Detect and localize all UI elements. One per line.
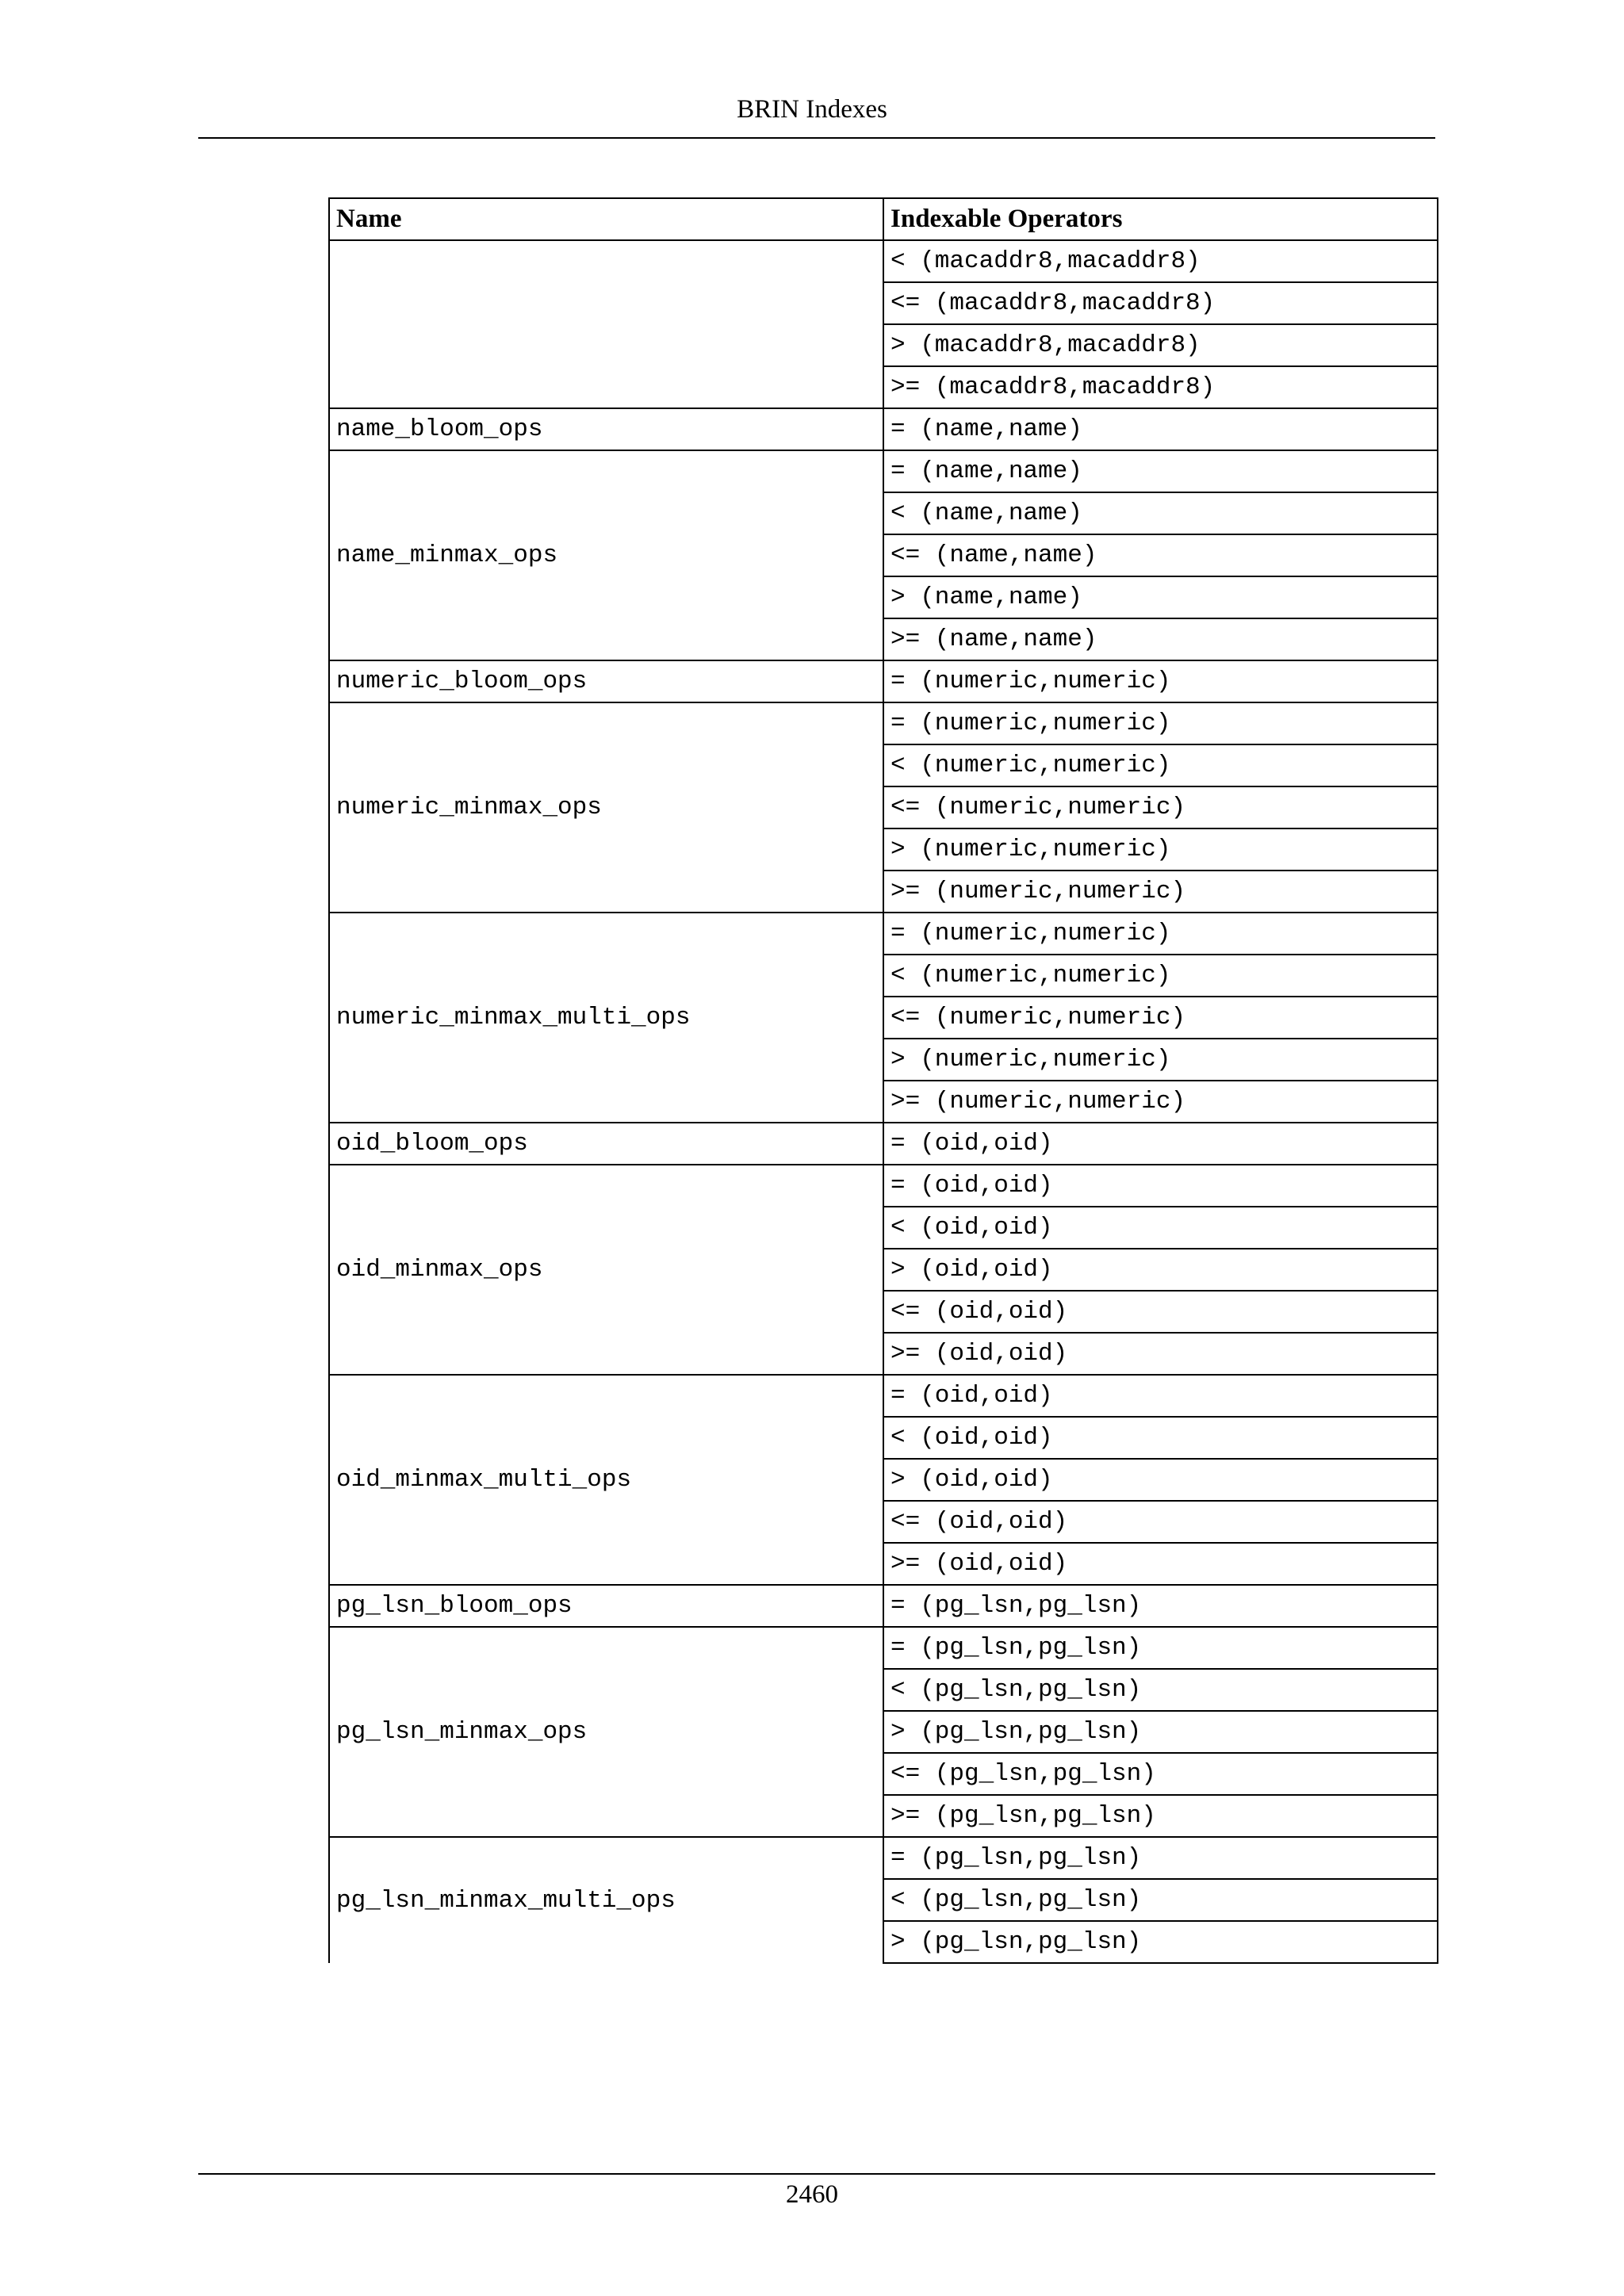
opclass-name-cell: numeric_bloom_ops [329, 660, 883, 702]
indexable-operator-cell: < (pg_lsn,pg_lsn) [883, 1669, 1438, 1711]
indexable-operator-cell: >= (oid,oid) [883, 1543, 1438, 1585]
indexable-operator-cell: <= (pg_lsn,pg_lsn) [883, 1753, 1438, 1795]
table-row [329, 240, 1438, 282]
indexable-operator-cell: <= (oid,oid) [883, 1501, 1438, 1543]
indexable-operator-cell: = (numeric,numeric) [883, 702, 1438, 744]
indexable-operator-cell: <= (name,name) [883, 534, 1438, 576]
opclass-name-cell: name_minmax_ops [329, 450, 883, 660]
table-row [329, 702, 1438, 744]
table-row [329, 660, 1438, 702]
opclass-name-cell: pg_lsn_minmax_ops [329, 1627, 883, 1837]
indexable-operator-cell: >= (numeric,numeric) [883, 871, 1438, 913]
opclass-name-cell: numeric_minmax_multi_ops [329, 913, 883, 1123]
page-header-title: BRIN Indexes [737, 95, 887, 124]
table-row [329, 913, 1438, 955]
indexable-operator-cell: = (oid,oid) [883, 1165, 1438, 1207]
indexable-operator-cell: > (numeric,numeric) [883, 1039, 1438, 1081]
indexable-operator-cell: > (name,name) [883, 576, 1438, 618]
opclass-name-cell: oid_bloom_ops [329, 1123, 883, 1165]
table-row [329, 1627, 1438, 1669]
indexable-operator-cell: = (pg_lsn,pg_lsn) [883, 1837, 1438, 1879]
opclass-name-cell: numeric_minmax_ops [329, 702, 883, 913]
indexable-operator-cell: > (oid,oid) [883, 1459, 1438, 1501]
table-row [329, 1837, 1438, 1879]
indexable-operator-cell: <= (macaddr8,macaddr8) [883, 282, 1438, 324]
indexable-operator-cell: > (oid,oid) [883, 1249, 1438, 1291]
indexable-operator-cell: >= (numeric,numeric) [883, 1081, 1438, 1123]
indexable-operator-cell: = (oid,oid) [883, 1375, 1438, 1417]
indexable-operator-cell: < (oid,oid) [883, 1207, 1438, 1249]
column-header-operators: Indexable Operators [883, 198, 1438, 240]
opclass-name-cell: pg_lsn_bloom_ops [329, 1585, 883, 1627]
indexable-operator-cell: >= (oid,oid) [883, 1333, 1438, 1375]
indexable-operator-cell: < (name,name) [883, 492, 1438, 534]
indexable-operator-cell: <= (oid,oid) [883, 1291, 1438, 1333]
indexable-operator-cell: < (numeric,numeric) [883, 955, 1438, 997]
table-row [329, 1375, 1438, 1417]
page-number: 2460 [786, 2180, 838, 2209]
indexable-operator-cell: >= (pg_lsn,pg_lsn) [883, 1795, 1438, 1837]
table-header [329, 198, 1438, 240]
indexable-operator-cell: >= (macaddr8,macaddr8) [883, 366, 1438, 408]
indexable-operator-cell: = (name,name) [883, 450, 1438, 492]
opclass-name-cell [329, 240, 883, 408]
column-header-name: Name [329, 198, 883, 240]
opclass-name-cell: oid_minmax_multi_ops [329, 1375, 883, 1585]
indexable-operator-cell: = (numeric,numeric) [883, 660, 1438, 702]
table-row [329, 1123, 1438, 1165]
indexable-operator-cell: > (numeric,numeric) [883, 828, 1438, 871]
table-body [329, 240, 1438, 1963]
opclass-name-cell: name_bloom_ops [329, 408, 883, 450]
opclass-name-cell: oid_minmax_ops [329, 1165, 883, 1375]
header-divider [198, 137, 1435, 139]
indexable-operator-cell: = (name,name) [883, 408, 1438, 450]
indexable-operator-cell: < (oid,oid) [883, 1417, 1438, 1459]
footer-divider [198, 2173, 1435, 2175]
table-row [329, 1585, 1438, 1627]
indexable-operator-cell: < (pg_lsn,pg_lsn) [883, 1879, 1438, 1921]
operator-class-table [328, 197, 1438, 1964]
indexable-operator-cell: = (oid,oid) [883, 1123, 1438, 1165]
indexable-operator-cell: = (pg_lsn,pg_lsn) [883, 1627, 1438, 1669]
opclass-name-cell: pg_lsn_minmax_multi_ops [329, 1837, 883, 1963]
indexable-operator-cell: < (macaddr8,macaddr8) [883, 240, 1438, 282]
indexable-operator-cell: < (numeric,numeric) [883, 744, 1438, 786]
table-row [329, 408, 1438, 450]
indexable-operator-cell: <= (numeric,numeric) [883, 786, 1438, 828]
indexable-operator-cell: <= (numeric,numeric) [883, 997, 1438, 1039]
table-row [329, 1165, 1438, 1207]
indexable-operator-cell: = (numeric,numeric) [883, 913, 1438, 955]
indexable-operator-cell: = (pg_lsn,pg_lsn) [883, 1585, 1438, 1627]
indexable-operator-cell: > (pg_lsn,pg_lsn) [883, 1921, 1438, 1963]
table-row [329, 450, 1438, 492]
table-header-row [329, 198, 1438, 240]
indexable-operator-cell: >= (name,name) [883, 618, 1438, 660]
operator-class-table-container [328, 197, 1437, 1964]
indexable-operator-cell: > (macaddr8,macaddr8) [883, 324, 1438, 366]
indexable-operator-cell: > (pg_lsn,pg_lsn) [883, 1711, 1438, 1753]
